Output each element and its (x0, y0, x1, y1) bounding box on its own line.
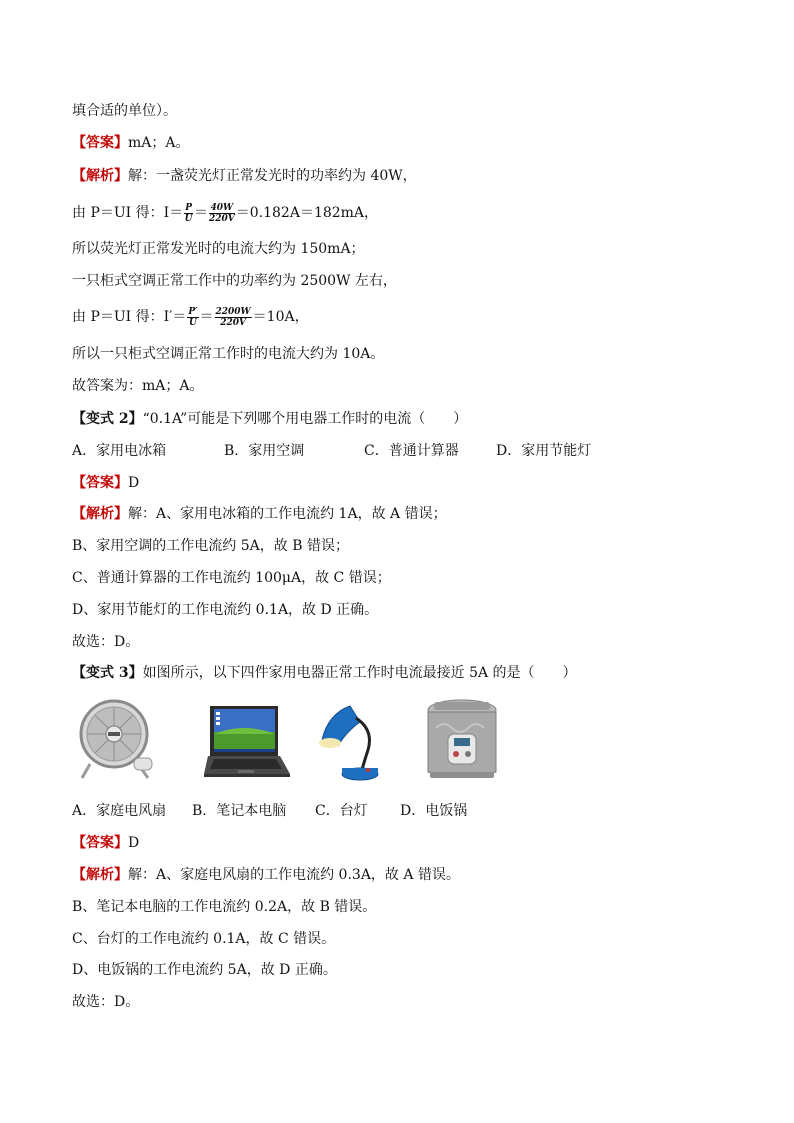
text-line: B、家用空调的工作电流约 5A，故 B 错误； (72, 538, 349, 554)
variant-tag: 【变式 2】 (72, 411, 143, 427)
text-line: 一只柜式空调正常工作中的功率约为 2500W 左右， (72, 273, 397, 289)
choice-b: B．家用空调 (224, 443, 305, 459)
fraction-denominator: 220V (220, 317, 246, 328)
fraction-denominator: U (189, 317, 197, 328)
fraction-p-over-u (184, 203, 193, 224)
equals-sign: ＝ (199, 309, 214, 325)
fraction-values (215, 307, 252, 328)
answer-3-line (72, 833, 139, 853)
choice-c: C．台灯 (315, 803, 368, 819)
formula-1-line (72, 200, 378, 226)
choice-b: B．笔记本电脑 (192, 803, 287, 819)
equals-sign: ＝ (193, 205, 208, 221)
formula-2-line (72, 304, 309, 330)
formula-prefix: 由 P＝UI 得：I′＝ (72, 309, 187, 325)
explanation-tag: 【解析】 (72, 867, 128, 883)
variant-2-question (72, 409, 467, 429)
text-line: B、笔记本电脑的工作电流约 0.2A，故 B 错误。 (72, 899, 377, 915)
answer-value: D (128, 475, 140, 491)
fraction-numerator: 2200W (215, 306, 251, 317)
formula-prefix: 由 P＝UI 得：I＝ (72, 205, 184, 221)
question-text: “0.1A”可能是下列哪个用电器工作时的电流（ ） (142, 411, 468, 427)
choice-c: C．普通计算器 (364, 443, 459, 459)
answer-1-line (72, 133, 190, 153)
answer-value: mA；A。 (128, 135, 190, 151)
formula-result: ＝0.182A＝182mA， (235, 205, 379, 221)
fraction-numerator: P (185, 202, 192, 213)
answer-tag: 【答案】 (72, 135, 128, 151)
choice-d: D．家用节能灯 (496, 443, 592, 459)
explanation-1-line (72, 166, 417, 186)
explanation-text: 解：A、家用电冰箱的工作电流约 1A，故 A 错误； (128, 506, 447, 522)
explanation-2-line (72, 504, 447, 524)
explanation-tag: 【解析】 (72, 168, 128, 184)
text-line: C、普通计算器的工作电流约 100μA，故 C 错误； (72, 570, 391, 586)
fraction-numerator: 40W (210, 202, 234, 213)
explanation-3-line (72, 865, 460, 885)
answer-tag: 【答案】 (72, 835, 128, 851)
laptop-image (204, 704, 292, 780)
explanation-text: 解：A、家庭电风扇的工作电流约 0.3A，故 A 错误。 (128, 867, 460, 883)
question-text: 如图所示，以下四件家用电器正常工作时电流最接近 5A 的是（ ） (142, 665, 577, 681)
fraction-values (209, 203, 235, 224)
text-line: D、家用节能灯的工作电流约 0.1A，故 D 正确。 (72, 602, 379, 618)
choice-a: A．家用电冰箱 (72, 443, 167, 459)
text-line: 所以一只柜式空调正常工作时的电流大约为 10A。 (72, 346, 385, 362)
text-line: 故选：D。 (72, 634, 140, 650)
answer-tag: 【答案】 (72, 475, 128, 491)
rice-cooker-image (424, 698, 500, 782)
answer-value: D (128, 835, 140, 851)
electric-fan-image (74, 698, 158, 780)
fraction-denominator: U (184, 213, 193, 224)
formula-result: ＝10A， (252, 309, 309, 325)
choice-a: A．家庭电风扇 (72, 803, 167, 819)
text-line: 所以荧光灯正常发光时的电流大约为 150mA； (72, 241, 365, 257)
text-line: D、电饭锅的工作电流约 5A，故 D 正确。 (72, 962, 337, 978)
desk-lamp-image (316, 700, 382, 782)
text-line: 故答案为：mA；A。 (72, 378, 204, 394)
choice-d: D．电饭锅 (400, 803, 468, 819)
explanation-tag: 【解析】 (72, 506, 128, 522)
fraction-denominator: 220V (208, 213, 235, 224)
variant-tag: 【变式 3】 (72, 665, 143, 681)
variant-3-question (72, 663, 577, 683)
explanation-text: 解：一盏荧光灯正常发光时的功率约为 40W， (128, 168, 417, 184)
text-line: 故选：D。 (72, 994, 140, 1010)
text-line: C、台灯的工作电流约 0.1A，故 C 错误。 (72, 931, 336, 947)
fraction-p-over-u (187, 307, 198, 328)
text-line-continuation: 填合适的单位）。 (72, 103, 177, 119)
fraction-numerator: P′ (188, 306, 198, 317)
answer-2-line (72, 473, 139, 493)
